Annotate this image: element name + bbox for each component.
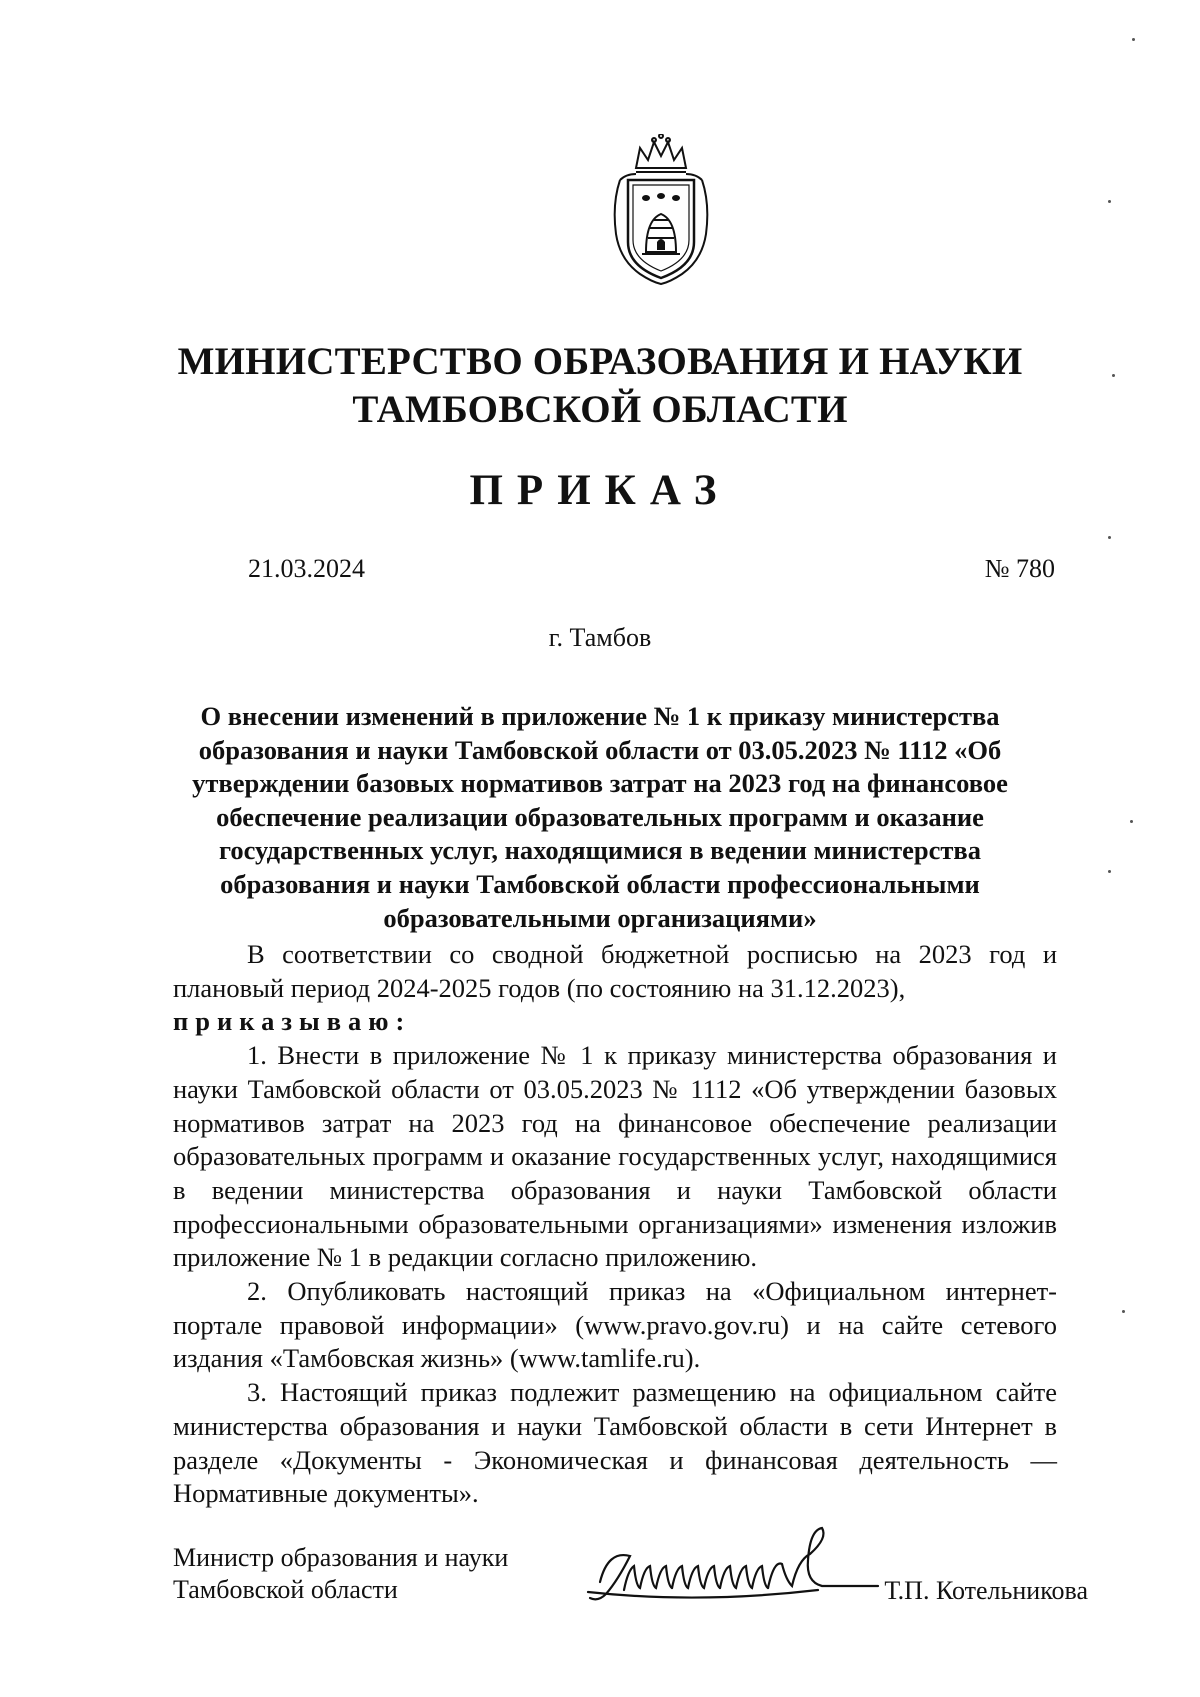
item-3-paragraph: 3. Настоящий приказ подлежит размещению на официальном сайте министерства образования и науки Тамбовской области в сети Интернет в разделе «Документы - Экономическая и финансовая деятельность — Нормативные документы». bbox=[173, 1377, 1057, 1509]
preamble-paragraph bbox=[173, 938, 1057, 1039]
signatory-title bbox=[173, 1542, 508, 1606]
document-date: 21.03.2024 bbox=[248, 554, 365, 583]
scan-speck bbox=[1122, 1310, 1125, 1313]
scan-speck bbox=[1108, 200, 1111, 203]
document-city: г. Тамбов bbox=[548, 623, 652, 652]
signatory-title-line-1: Министр образования и науки bbox=[173, 1543, 509, 1572]
item-1-paragraph: 1. Внести в приложение № 1 к приказу министерства образования и науки Тамбовской области от 03.05.2023 № 1112 «Об утверждении базовых нормативов затрат на 2023 год на финансовое обеспечение реализации образовательных программ и оказание государственных услуг, находящимися в ведении министерства образования и науки Тамбовской области профессиональными образовательными организациями» изменения изложив приложение № 1 в редакции согласно приложению. bbox=[173, 1040, 1057, 1273]
handwritten-signature bbox=[578, 1520, 908, 1610]
ministry-name bbox=[150, 338, 1050, 434]
item-2-paragraph: 2. Опубликовать настоящий приказ на «Официальном интернет-портале правовой информации» (www.pravo.gov.ru) и на сайте сетевого издания «Тамбовская жизнь» (www.tamlife.ru). bbox=[173, 1276, 1057, 1374]
scan-speck bbox=[1108, 536, 1111, 539]
scan-speck bbox=[1132, 38, 1135, 41]
scan-speck bbox=[1108, 870, 1111, 873]
scan-speck bbox=[1112, 374, 1115, 377]
document-number: № 780 bbox=[984, 554, 1055, 583]
scan-speck bbox=[1130, 820, 1133, 823]
tambov-coat-of-arms-icon bbox=[606, 134, 716, 286]
ministry-line-1: МИНИСТЕРСТВО ОБРАЗОВАНИЯ И НАУКИ bbox=[177, 340, 1023, 383]
document-body bbox=[173, 938, 1057, 1511]
signatory-title-line-2: Тамбовской области bbox=[173, 1575, 398, 1604]
preamble-text: В соответствии со сводной бюджетной росписью на 2023 год и плановый период 2024-2025 годов (по состоянию на 31.12.2023), bbox=[173, 939, 1057, 1003]
document-subject: О внесении изменений в приложение № 1 к приказу министерства образования и науки Тамбовской области от 03.05.2023 № 1112 «Об утверждении базовых нормативов затрат на 2023 год на финансовое обеспечение реализации образовательных программ и оказание государственных услуг, находящимися в ведении министерства образования и науки Тамбовской области профессиональными образовательными организациями» bbox=[192, 701, 1008, 933]
order-word: приказываю: bbox=[173, 1006, 412, 1037]
ministry-line-2: ТАМБОВСКОЙ ОБЛАСТИ bbox=[352, 388, 848, 431]
document-type: ПРИКАЗ bbox=[469, 467, 731, 514]
signatory-name: Т.П. Котельникова bbox=[884, 1576, 1088, 1605]
